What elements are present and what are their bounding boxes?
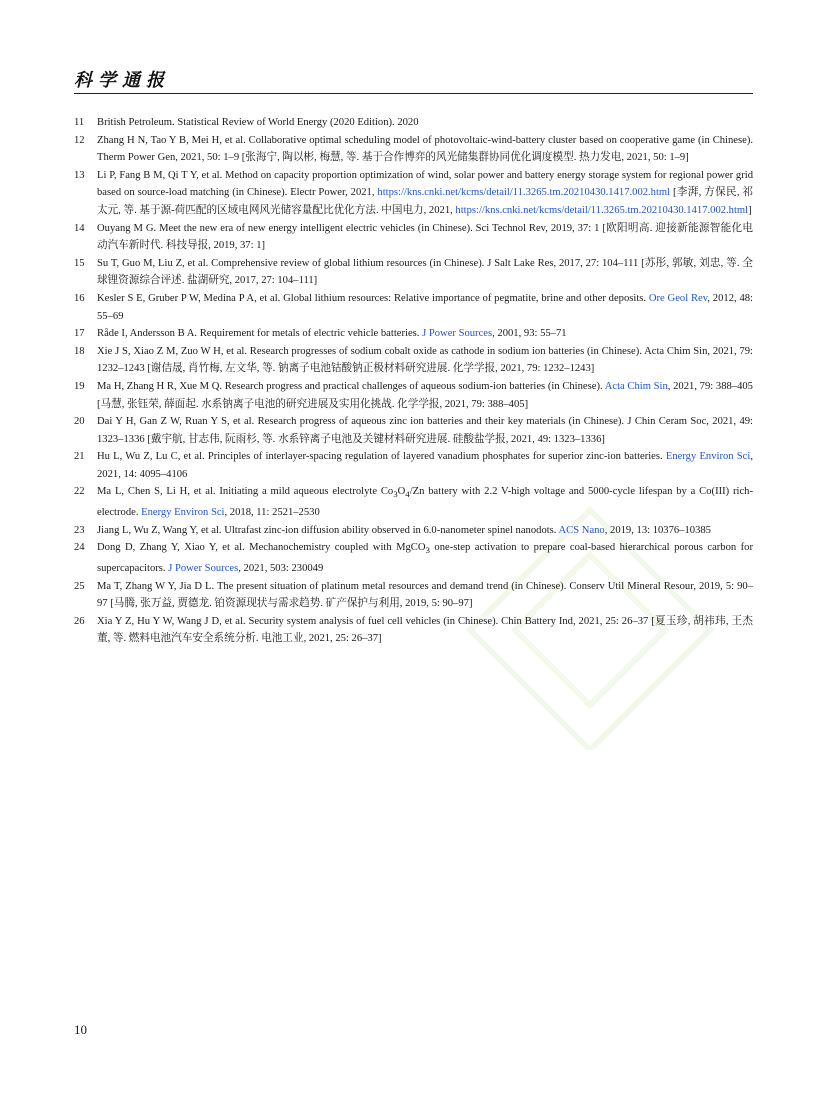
reference-item	[74, 522, 753, 540]
reference-segment: Jiang L, Wu Z, Wang Y, et al. Ultrafast zinc-ion diffusion ability observed in 6.0-nanometer spinel nanodots.	[97, 524, 559, 536]
reference-segment: Hu L, Wu Z, Lu C, et al. Principles of interlayer-spacing regulation of layered vanadium phosphates for superior zinc-ion batteries.	[97, 451, 666, 463]
reference-segment: Ma H, Zhang H R, Xue M Q. Research progress and practical challenges of aqueous sodium-ion batteries (in Chinese).	[97, 380, 605, 392]
reference-link[interactable]: https://kns.cnki.net/kcms/detail/11.3265.tm.20210430.1417.002.html	[377, 187, 671, 199]
reference-text	[97, 448, 753, 483]
reference-segment: Dong D, Zhang Y, Xiao Y, et al. Mechanochemistry coupled with MgCO	[97, 542, 426, 554]
reference-number: 14	[74, 222, 85, 234]
reference-link[interactable]: Acta Chim Sin	[604, 380, 668, 392]
reference-link[interactable]: Ore Geol Rev	[648, 292, 708, 304]
reference-text	[97, 578, 753, 613]
reference-segment: , 2001, 93: 55–71	[492, 328, 567, 340]
subscript: 3	[425, 545, 430, 556]
page-number: 10	[74, 1022, 87, 1037]
reference-item	[74, 448, 753, 483]
reference-segment: , 2019, 13: 10376–10385	[604, 524, 711, 536]
reference-link[interactable]: Energy Environ Sci	[665, 451, 751, 463]
reference-segment: ]	[748, 204, 752, 216]
reference-segment: Ouyang M G. Meet the new era of new energy intelligent electric vehicles (in Chinese). Sci Technol Rev, 2019, 37: 1 [欧阳明高. 迎接新能源智能化电动汽车新时代. 科技导报, 2019, 37: 1]	[97, 222, 753, 252]
reference-link[interactable]: ACS Nano	[558, 524, 605, 536]
reference-link[interactable]: https://kns.cnki.net/kcms/detail/11.3265.tm.20210430.1417.002.html	[455, 204, 749, 216]
reference-text	[97, 167, 753, 220]
reference-segment: , 2021, 79: 388–405 [马慧, 张钰荣, 薛面起. 水系钠离子电池的研究进展及实用化挑战. 化学学报, 2021, 79: 388–405]	[97, 380, 753, 410]
reference-segment: Ma T, Zhang W Y, Jia D L. The present situation of platinum metal resources and demand trend (in Chinese). Conserv Util Mineral Resour, 2019, 5: 90–97 [马腾, 张万益, 贾德龙. 铂资源现状与需求趋势. 矿产保护与利用, 2019, 5: 90–97]	[97, 580, 753, 610]
reference-number: 23	[74, 524, 85, 536]
reference-segment: Dai Y H, Gan Z W, Ruan Y S, et al. Research progress of aqueous zinc ion batteries and their key materials (in Chinese). J Chin Ceram Soc, 2021, 49: 1323–1336 [戴宇航, 甘志伟, 阮雨杉, 等. 水系锌离子电池及关键材料研究进展. 硅酸盐学报, 2021, 49: 1323–1336]	[97, 416, 753, 445]
reference-item	[74, 483, 753, 521]
reference-text	[97, 539, 753, 577]
subscript: 4	[405, 489, 410, 500]
reference-text	[97, 378, 753, 413]
reference-number: 20	[74, 416, 85, 428]
reference-segment: Zhang H N, Tao Y B, Mei H, et al. Collaborative optimal scheduling model of photovoltaic-wind-battery cluster based on cooperative game (in Chinese). Therm Power Gen, 2021, 50: 1–9 [张海宁, 陶以彬, 梅慧, 等. 基于合作博弈的风光储集群协同优化调度模型. 热力发电, 2021, 50: 1–9]	[97, 134, 753, 164]
reference-segment: O	[397, 486, 406, 498]
reference-number: 25	[74, 580, 85, 592]
reference-number: 13	[74, 169, 85, 181]
reference-segment: , 2021, 14: 4095–4106	[97, 451, 753, 480]
reference-number: 17	[74, 328, 85, 340]
reference-item	[74, 378, 753, 413]
reference-text	[97, 413, 753, 448]
reference-item	[74, 539, 753, 577]
reference-item	[74, 220, 753, 255]
reference-item	[74, 343, 753, 378]
reference-item	[74, 167, 753, 220]
reference-number: 15	[74, 257, 85, 269]
reference-number: 21	[74, 451, 85, 463]
reference-item	[74, 132, 753, 167]
header-rule	[74, 93, 753, 94]
reference-number: 11	[74, 117, 85, 128]
reference-link[interactable]: Energy Environ Sci	[141, 507, 225, 519]
reference-segment: British Petroleum. Statistical Review of World Energy (2020 Edition). 2020	[97, 117, 419, 128]
reference-segment: , 2018, 11: 2521–2530	[224, 507, 320, 519]
reference-item	[74, 578, 753, 613]
reference-segment: Råde I, Andersson B A. Requirement for metals of electric vehicle batteries.	[97, 328, 423, 340]
reference-number: 24	[74, 542, 85, 554]
reference-item	[74, 255, 753, 290]
reference-segment: one-step activation to prepare coal-based hierarchical porous carbon for supercapacitors.	[97, 542, 754, 575]
reference-list	[74, 114, 753, 648]
reference-segment: Su T, Guo M, Liu Z, et al. Comprehensive review of global lithium resources (in Chinese). J Salt Lake Res, 2017, 27: 104–111 [苏彤, 郭敏, 刘忠, 等. 全球锂资源综合评述. 盐湖研究, 2017, 27: 104–111]	[97, 257, 753, 287]
reference-segment: Kesler S E, Gruber P W, Medina P A, et al. Global lithium resources: Relative importance of pegmatite, brine and other deposits.	[97, 292, 649, 304]
reference-item	[74, 325, 753, 343]
reference-segment: [李湃, 方保民, 祁太元, 等. 基于源-荷匹配的区域电网风光储容量配比优化方法. 中国电力, 2021,	[97, 187, 753, 216]
reference-segment: /Zn battery with 2.2 V-high voltage and 5000-cycle lifespan by a Co(III) rich-electrode.	[97, 486, 753, 519]
reference-text	[97, 483, 753, 521]
reference-text	[97, 255, 753, 290]
reference-number: 19	[74, 380, 85, 392]
reference-number: 12	[74, 134, 85, 146]
reference-segment: Xie J S, Xiao Z M, Zuo W H, et al. Research progresses of sodium cobalt oxide as cathode in sodium ion batteries (in Chinese). Acta Chim Sin, 2021, 79: 1232–1243 [谢佶晟, 肖竹梅, 左文华, 等. 钠离子电池钴酸钠正极材料研究进展. 化学学报, 2021, 79: 1232–1243]	[97, 345, 753, 375]
reference-text	[97, 290, 753, 325]
reference-number: 18	[74, 345, 85, 357]
reference-number: 26	[74, 615, 85, 627]
reference-segment: Ma L, Chen S, Li H, et al. Initiating a mild aqueous electrolyte Co	[97, 486, 394, 498]
reference-text	[97, 325, 753, 343]
reference-item	[74, 613, 753, 648]
reference-segment: , 2021, 503: 230049	[238, 563, 324, 575]
reference-text	[97, 343, 753, 378]
reference-text	[97, 613, 753, 648]
reference-item	[74, 114, 753, 132]
reference-number: 16	[74, 292, 85, 304]
reference-item	[74, 290, 753, 325]
reference-segment: , 2012, 48: 55–69	[97, 292, 753, 322]
reference-number: 22	[74, 486, 85, 498]
reference-text	[97, 522, 753, 540]
reference-link[interactable]: J Power Sources	[422, 328, 493, 340]
reference-text	[97, 132, 753, 167]
reference-item	[74, 413, 753, 448]
subscript: 3	[393, 489, 398, 500]
reference-segment: Xia Y Z, Hu Y W, Wang J D, et al. Security system analysis of fuel cell vehicles (in Chinese). Chin Battery Ind, 2021, 25: 26–37 [夏玉珍, 胡祎玮, 王杰董, 等. 燃料电池汽车安全系统分析. 电池工业, 2021, 25: 26–37]	[97, 615, 753, 645]
journal-title: 科学通报	[74, 70, 170, 91]
reference-text	[97, 220, 753, 255]
reference-link[interactable]: J Power Sources	[168, 563, 239, 575]
reference-segment: Li P, Fang B M, Qi T Y, et al. Method on capacity proportion optimization of wind, solar power and battery energy storage system for regional power grid based on source-load matching (in Chinese). Electr Power, 2021,	[97, 169, 753, 199]
reference-text	[97, 114, 753, 132]
